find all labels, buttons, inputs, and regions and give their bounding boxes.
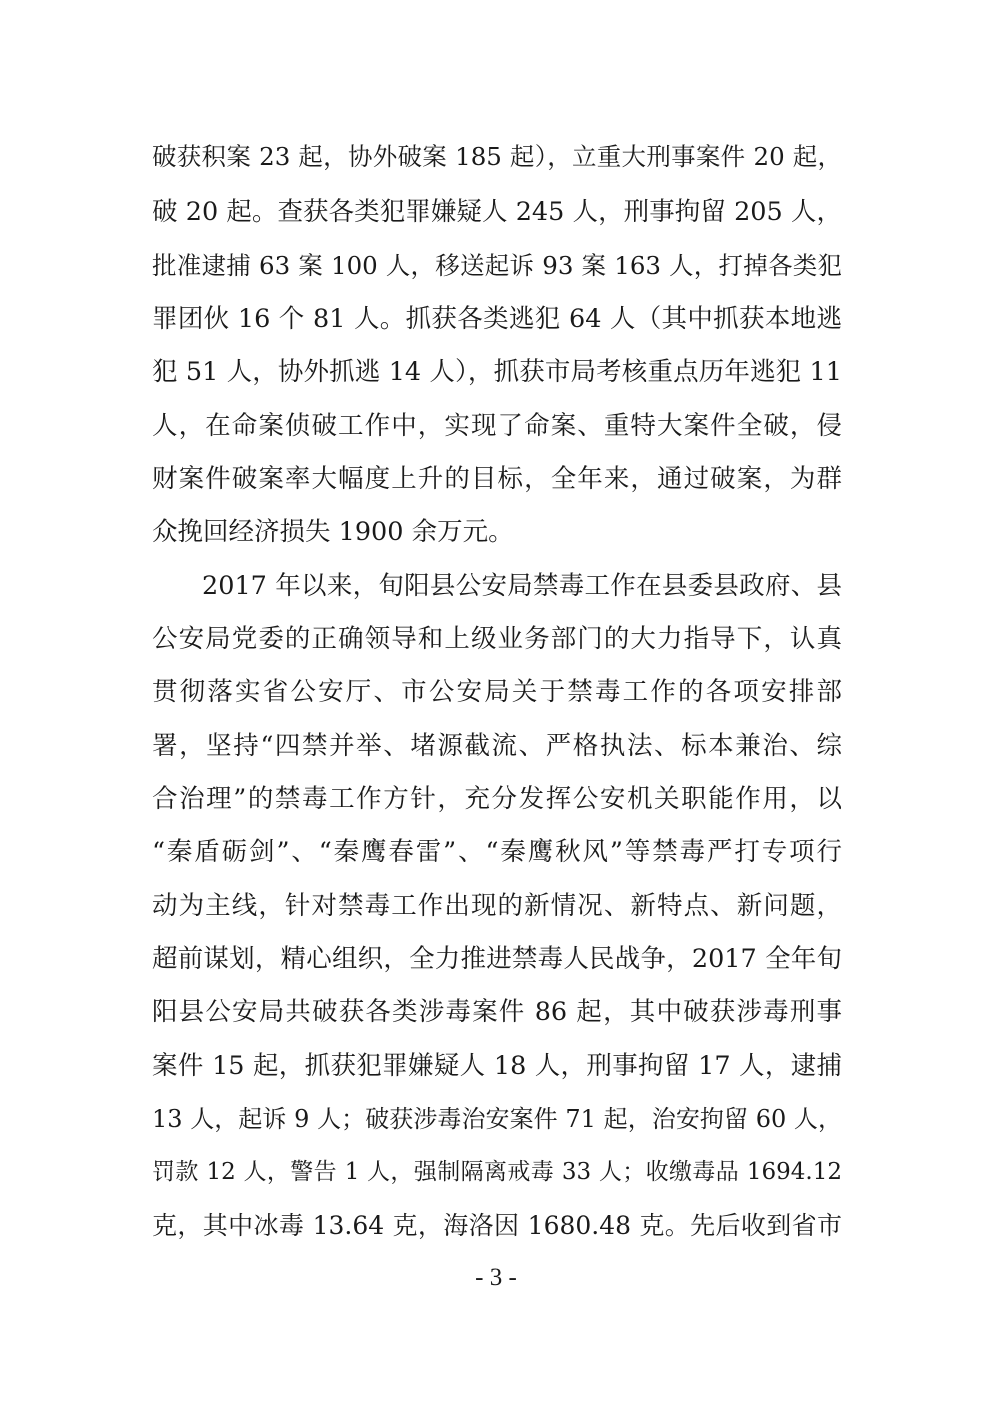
text-line: 众挽回经济损失 1900 余万元。 (152, 517, 514, 547)
text-line: “秦盾砺剑”、“秦鹰春雷”、“秦鹰秋风”等禁毒严打专项行 (152, 837, 842, 867)
text-line: 罪团伙 16 个 81 人。抓获各类逃犯 64 人（其中抓获本地逃 (152, 304, 842, 334)
text-line: 罚款 12 人，警告 1 人，强制隔离戒毒 33 人；收缴毒品 1694.12 (152, 1159, 842, 1185)
text-line: 阳县公安局共破获各类涉毒案件 86 起，其中破获涉毒刑事 (152, 997, 842, 1027)
text-line: 破 20 起。查获各类犯罪嫌疑人 245 人，刑事拘留 205 人， (152, 197, 842, 227)
text-line: 批准逮捕 63 案 100 人，移送起诉 93 案 163 人，打掉各类犯 (152, 251, 842, 280)
text-line: 2017 年以来，旬阳县公安局禁毒工作在县委县政府、县 (202, 571, 842, 601)
text-line: 破获积案 23 起，协外破案 185 起），立重大刑事案件 20 起， (152, 142, 842, 171)
text-line: 财案件破案率大幅度上升的目标，全年来，通过破案，为群 (152, 464, 842, 494)
text-line: 人，在命案侦破工作中，实现了命案、重特大案件全破，侵 (152, 411, 842, 441)
text-line: 克，其中冰毒 13.64 克，海洛因 1680.48 克。先后收到省市 (152, 1211, 842, 1240)
text-line: 署，坚持“四禁并举、堵源截流、严格执法、标本兼治、综 (152, 731, 842, 761)
text-line: 公安局党委的正确领导和上级业务部门的大力指导下，认真 (152, 624, 842, 654)
text-line: 贯彻落实省公安厅、市公安局关于禁毒工作的各项安排部 (152, 677, 842, 707)
text-line: 案件 15 起，抓获犯罪嫌疑人 18 人，刑事拘留 17 人，逮捕 (152, 1051, 842, 1081)
page-number: - 3 - (475, 1264, 517, 1291)
text-line: 犯 51 人，协外抓逃 14 人），抓获市局考核重点历年逃犯 11 (152, 357, 842, 387)
text-line: 超前谋划，精心组织，全力推进禁毒人民战争，2017 全年旬 (152, 944, 842, 974)
text-line: 13 人，起诉 9 人；破获涉毒治安案件 71 起，治安拘留 60 人， (152, 1105, 842, 1133)
text-line: 动为主线，针对禁毒工作出现的新情况、新特点、新问题， (152, 891, 842, 921)
text-line: 合治理”的禁毒工作方针，充分发挥公安机关职能作用，以 (152, 784, 842, 814)
